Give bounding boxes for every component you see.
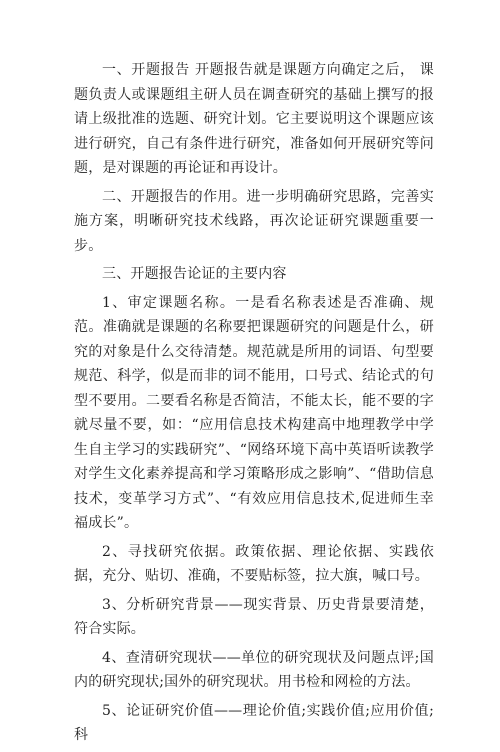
paragraph-item-3-research-background: 3、分析研究背景——现实背景、历史背景要清楚，符合实际。 <box>74 596 434 637</box>
paragraph-opening-report-definition: 一、开题报告 开题报告就是课题方向确定之后， 课题负责人或课题组主研人员在调查研究的基础上撰写的报请上级批准的选题、研究计划。它主要说明这个课题应该进行研究，自己有条件进行研究，准备如何开展研究等问题，是对课题的再论证和再设计。 <box>74 62 434 176</box>
paragraph-item-1-review-title: 1、审定课题名称。一是看名称表述是否准确、规范。准确就是课题的名称要把课题研究的问题是什么，研究的对象是什么交待清楚。规范就是所用的词语、句型要规范、科学，似是而非的词不能用，口号式、结论式的句型不要用。二要看名称是否简洁，不能太长，能不要的字就尽量不要，如：“应用信息技术构建高中地理教学中学生自主学习的实践研究”、“网络环境下高中英语听读教学对学生文化素养提高和学习策略形成之影响”、“借助信息技术，变革学习方式”、“有效应用信息技术,促进师生幸福成长”。 <box>74 294 434 531</box>
section-heading-main-content: 三、开题报告论证的主要内容 <box>102 266 287 282</box>
document-page <box>74 58 434 752</box>
paragraph-opening-report-role: 二、开题报告的作用。进一步明确研究思路，完善实施方案，明晰研究技术线路，再次论证研究课题重要一步。 <box>74 188 434 254</box>
paragraph-item-5-research-value: 5、论证研究价值——理论价值;实践价值;应用价值;科 <box>74 702 434 743</box>
paragraph-item-4-research-status: 4、查清研究现状——单位的研究现状及问题点评;国内的研究现状;国外的研究现状。用书检和网检的方法。 <box>74 649 434 690</box>
paragraph-item-2-research-basis: 2、寻找研究依据。政策依据、理论依据、实践依据，充分、贴切、准确，不要贴标签，拉大旗，喊口号。 <box>74 543 434 584</box>
